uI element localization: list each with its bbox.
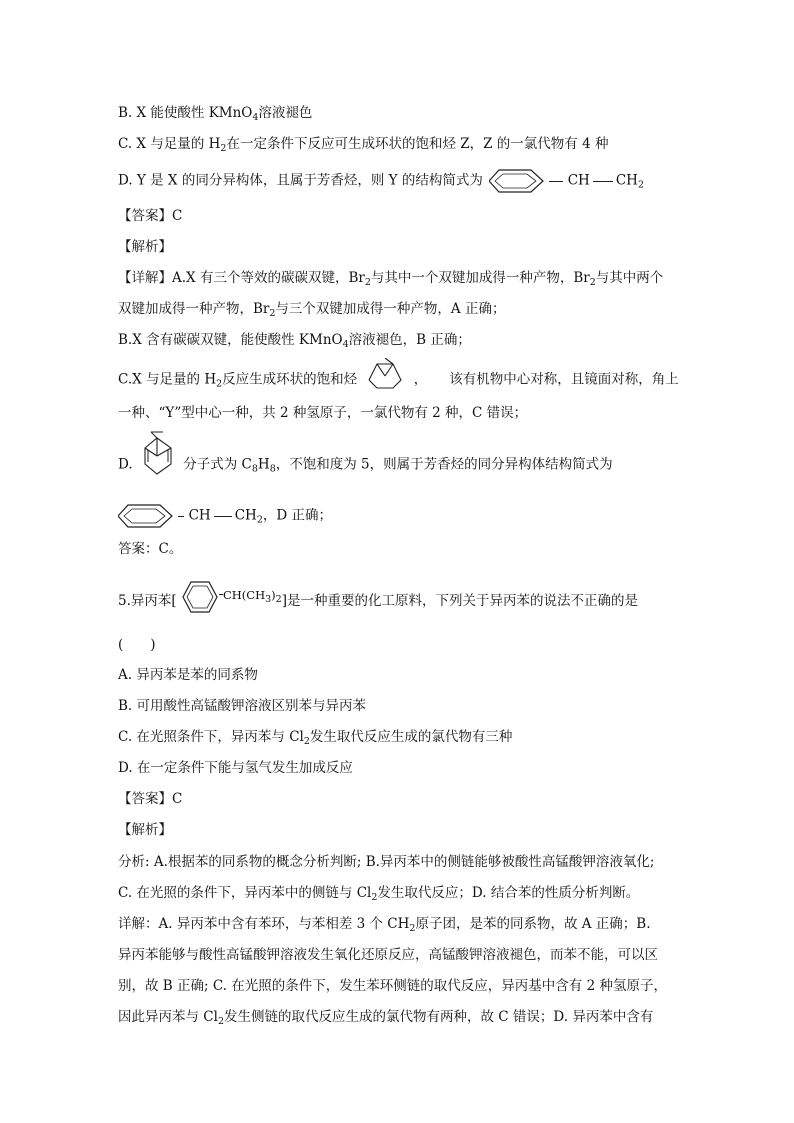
q5-option-b: B. 可用酸性高锰酸钾溶液区别苯与异丙苯: [118, 698, 367, 714]
q5-paren: ( ): [118, 637, 156, 653]
q5-stem: 5.异丙苯[ $CH(CH_3)_2$]是一种重要的化工原料，下列关于异丙苯的说法不正确的是: [118, 586, 638, 614]
q4-detail-line-4: C.X 与足量的 $H_2$反应生成环状的饱和烃 ， 该有机物中心对称，且镜面对称，角上: [118, 368, 679, 394]
styrene-structure-icon: [118, 503, 174, 529]
q5-option-a: A. 异丙苯是苯的同系物: [118, 667, 258, 683]
q5-option-c: C. 在光照条件下，异丙苯与 $Cl_2$发生取代反应生成的氯代物有三种: [118, 729, 513, 747]
q4-answer: 【答案】C: [118, 208, 183, 224]
q4-detail-line-2: 双键加成得一种产物，$Br_2$与三个双键加成得一种产物，A 正确；: [118, 301, 506, 319]
q5-analysis-line-2: C. 在光照的条件下，异丙苯中的侧链与 $Cl_2$发生取代反应；D. 结合苯的性质分析判断。: [118, 885, 640, 903]
q4-option-c: C. X 与足量的 $H_2$在一定条件下反应可生成环状的饱和烃 Z，Z 的一氯代物有 4 种: [118, 136, 609, 154]
bicyclic-triene-structure-icon: [137, 430, 179, 478]
q5-analysis-line-5: 别，故 B 正确; C. 在光照的条件下，发生苯环侧链的取代反应，异丙基中含有 2 种氢原子，: [118, 978, 667, 994]
cumene-structure-icon: [181, 580, 219, 614]
q4-option-b: B. X 能使酸性 KMnO$_4$溶液褪色: [118, 105, 313, 123]
q5-answer: 【答案】C: [118, 791, 183, 807]
q5-analysis-title: 【解析】: [118, 822, 172, 838]
q4-detail-line-7: CH $CH_2$，D 正确；: [118, 503, 332, 530]
q5-analysis-line-1: 分析: A.根据苯的同系物的概念分析判断; B.异丙苯中的侧链能够被酸性高锰酸钾溶液氧化;: [118, 854, 655, 870]
q4-option-d: D. Y 是 X 的同分异构体，且属于芳香烃，则 Y 的结构简式为 CH $CH_2$: [118, 168, 644, 195]
q5-analysis-line-4: 异丙苯能够与酸性高锰酸钾溶液发生氧化还原反应，高锰酸钾溶液褪色，而苯不能，可以区: [118, 947, 658, 963]
styrene-structure-icon: [489, 168, 545, 194]
q5-option-d: D. 在一定条件下能与氢气发生加成反应: [118, 760, 353, 776]
q5-analysis-line-6: 因此异丙苯与 $Cl_2$发生侧链的取代反应生成的氯代物有两种，故 C 错误；D. 异丙苯中含有: [118, 1009, 654, 1027]
q4-detail-line-6: D. 分子式为 $C_8H_8$，不饱和度为 5，则属于芳香烃的同分异构体结构简式为: [118, 452, 613, 479]
q4-detail-line-1: 【详解】A.X 有三个等效的碳碳双键，$Br_2$与其中一个双键加成得一种产物，$Br_2$与其中两个: [118, 270, 664, 288]
q4-detail-line-3: B.X 含有碳碳双键，能使酸性 KMnO$_4$溶液褪色，B 正确；: [118, 332, 471, 350]
bicyclic-alkane-structure-icon: [363, 358, 407, 392]
q5-analysis-line-3: 详解：A. 异丙苯中含有苯环，与苯相差 3 个 $CH_2$原子团，是苯的同系物，故 A 正确；B.: [118, 916, 651, 934]
q4-final-answer: 答案：C。: [118, 541, 183, 557]
q4-analysis-title: 【解析】: [118, 239, 172, 255]
q4-detail-line-5: 一种、“Y”型中心一种，共 2 种氢原子，一氯代物有 2 种，C 错误；: [118, 405, 528, 421]
